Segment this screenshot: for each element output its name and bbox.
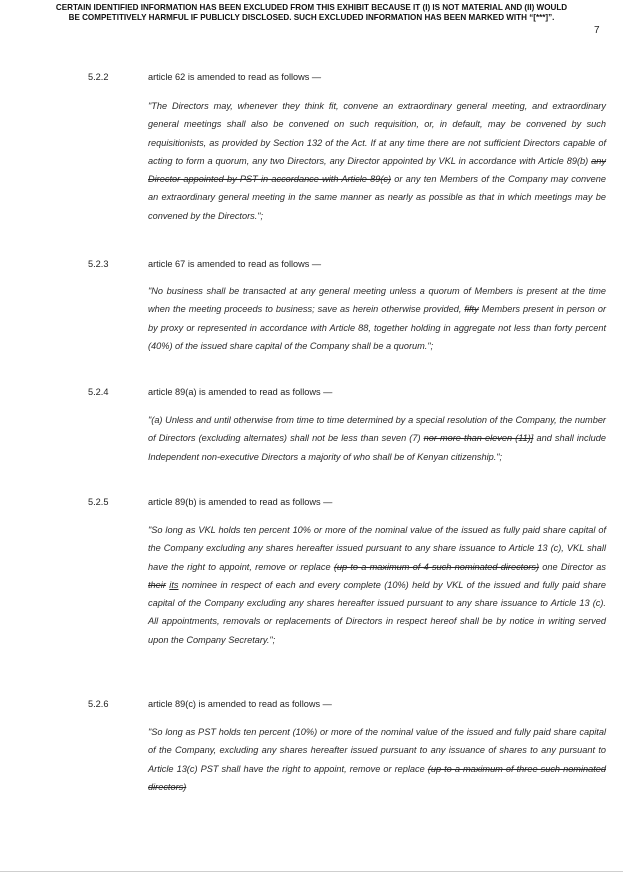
text-run: "(a) Unless and until otherwise from time to time determined by a special resolution of the Company, the number of Directors (excluding alternates) shall not be less than seven (7) <box>148 415 606 444</box>
text-run: or any ten Members of the Company may convene an extraordinary general meeting in the same manner as nearly as possible as that in which meetings may be convened by the Directors."; <box>148 174 606 221</box>
notice-line-2: BE COMPETITIVELY HARMFUL IF PUBLICLY DISCLOSED. SUCH EXCLUDED INFORMATION HAS BEEN MARKED WITH “[***]”. <box>68 13 555 22</box>
amended-text <box>148 411 606 466</box>
amended-text <box>148 723 606 796</box>
amended-text <box>148 521 606 649</box>
struck-text: nor more than eleven (11)] <box>423 433 534 444</box>
section-heading: article 62 is amended to read as follows — <box>148 72 322 82</box>
section-heading: article 89(b) is amended to read as follows — <box>148 497 333 507</box>
page-number: 7 <box>594 25 600 36</box>
text-run: "No business shall be transacted at any general meeting unless a quorum of Members is present at the time when the meeting proceeds to business; save as herein otherwise provided, <box>148 286 606 315</box>
struck-text: (up to a maximum of 4 such nominated directors) <box>333 561 540 572</box>
section-heading: article 67 is amended to read as follows — <box>148 259 322 269</box>
struck-text: any Director appointed by PST in accordance with Article 89(c) <box>148 155 606 185</box>
amended-text <box>148 282 606 355</box>
text-run: "So long as VKL holds ten percent 10% or more of the nominal value of the issued as fully paid share capital of the Company excluding any shares hereafter issued pursuant to any share issuance to Article 13 (c), VKL shall have the right to appoint, remove or replace <box>148 525 606 572</box>
text-run: Members present in person or by proxy or represented in accordance with Article 88, together holding in aggregate not less than forty percent (40%) of the issued share capital of the Company shall be a quorum."; <box>148 304 606 351</box>
struck-text: their <box>148 579 166 590</box>
section-heading: article 89(c) is amended to read as follows — <box>148 699 332 709</box>
page-bottom-edge <box>0 871 623 872</box>
notice-line-1: CERTAIN IDENTIFIED INFORMATION HAS BEEN EXCLUDED FROM THIS EXHIBIT BECAUSE IT (I) IS NOT MATERIAL AND (II) WOULD <box>55 3 568 12</box>
confidentiality-notice <box>14 3 609 23</box>
section-number: 5.2.5 <box>88 497 109 507</box>
section-number: 5.2.6 <box>88 699 109 709</box>
section-number: 5.2.2 <box>88 72 109 82</box>
text-run: and shall include Independent non-executive Directors a majority of who shall be of Kenyan citizenship."; <box>148 433 606 462</box>
text-run: "The Directors may, whenever they think fit, convene an extraordinary general meeting, and extraordinary general meetings shall also be convened on such requisition, or, in default, may be convened by such requisitionists, as provided by Section 132 of the Act. If at any time there are not sufficient Directors capable of acting to form a quorum, any two Directors, any Director appointed by VKL in accordance with Article 89(b) <box>148 101 606 166</box>
inserted-text: its <box>169 579 179 590</box>
section-number: 5.2.3 <box>88 259 109 269</box>
text-run: nominee in respect of each and every complete (10%) held by VKL of the issued and fully paid share capital of the Company excluding any shares hereafter issued pursuant to any share issuance to Article 13 (c). All appointments, removals or replacements of Directors in respect hereof shall be by notice in writing served upon the Company Secretary."; <box>148 579 606 645</box>
struck-text: fifty <box>464 304 479 315</box>
text-run: "So long as PST holds ten percent (10%) or more of the nominal value of the issued and fully paid share capital of the Company, excluding any shares hereafter issued pursuant to any issuance of shares to any pursuant to Article 13(c) PST shall have the right to appoint, remove or replace <box>148 727 606 774</box>
text-run: one Director as <box>539 561 606 572</box>
struck-text: (up to a maximum of three such nominated directors) <box>148 763 606 792</box>
section-number: 5.2.4 <box>88 387 109 397</box>
amended-text <box>148 97 606 225</box>
section-heading: article 89(a) is amended to read as follows — <box>148 387 333 397</box>
